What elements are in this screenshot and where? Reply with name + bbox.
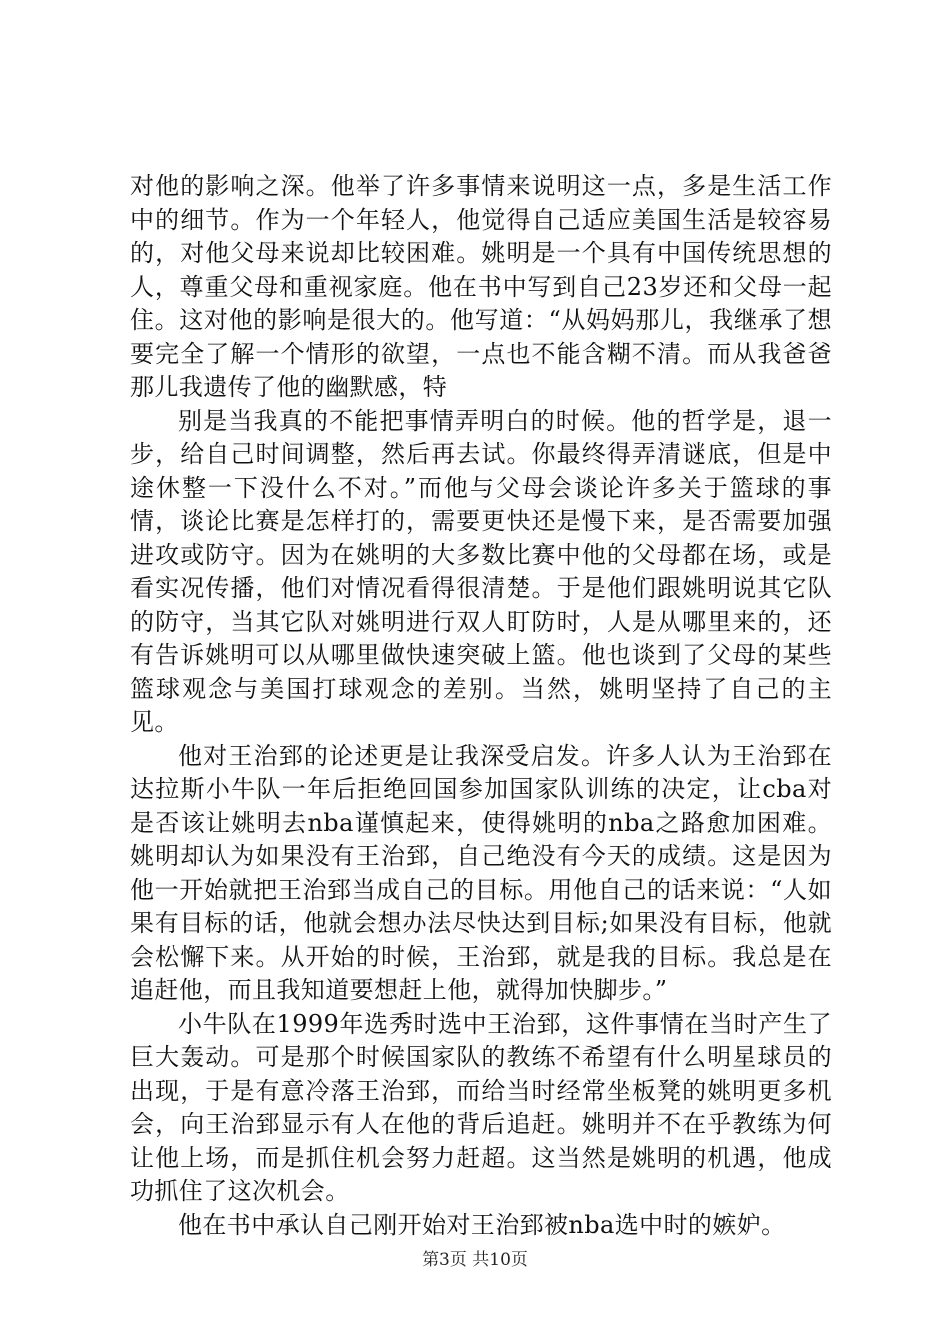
paragraph-4: 小牛队在1999年选秀时选中王治郅，这件事情在当时产生了巨大轰动。可是那个时候国家队的教练不希望有什么明星球员的出现，于是有意冷落王治郅，而给当时经常坐板凳的姚明更多机会，向王治郅显示有人在他的背后追赶。姚明并不在乎教练为何让他上场，而是抓住机会努力赶超。这当然是姚明的机遇，他成功抓住了这次机会。 [130, 1009, 832, 1205]
paragraph-2: 别是当我真的不能把事情弄明白的时候。他的哲学是，退一步，给自己时间调整，然后再去试。你最终得弄清谜底，但是中途休整一下没什么不对。”而他与父母会谈论许多关于篮球的事情，谈论比赛是怎样打的，需要更快还是慢下来，是否需要加强进攻或防守。因为在姚明的大多数比赛中他的父母都在场，或是看实况传播，他们对情况看得很清楚。于是他们跟姚明说其它队的防守，当其它队对姚明进行双人盯防时，人是从哪里来的，还有告诉姚明可以从哪里做快速突破上篮。他也谈到了父母的某些篮球观念与美国打球观念的差别。当然，姚明坚持了自己的主见。 [130, 406, 832, 736]
paragraph-1: 对他的影响之深。他举了许多事情来说明这一点，多是生活工作中的细节。作为一个年轻人，他觉得自己适应美国生活是较容易的，对他父母来说却比较困难。姚明是一个具有中国传统思想的人，尊重父母和重视家庭。他在书中写到自己23岁还和父母一起住。这对他的影响是很大的。他写道：“从妈妈那儿，我继承了想要完全了解一个情形的欲望，一点也不能含糊不清。而从我爸爸那儿我遗传了他的幽默感，特 [130, 172, 832, 401]
body-text [130, 170, 832, 1242]
paragraph-3: 他对王治郅的论述更是让我深受启发。许多人认为王治郅在达拉斯小牛队一年后拒绝回国参加国家队训练的决定，让cba对是否该让姚明去nba谨慎起来，使得姚明的nba之路愈加困难。姚明却认为如果没有王治郅，自己绝没有今天的成绩。这是因为他一开始就把王治郅当成自己的目标。用他自己的话来说：“人如果有目标的话，他就会想办法尽快达到目标;如果没有目标，他就会松懈下来。从开始的时候，王治郅，就是我的目标。我总是在追赶他，而且我知道要想赶上他，就得加快脚步。” [130, 741, 832, 1004]
paragraph-5: 他在书中承认自己刚开始对王治郅被nba选中时的嫉妒。 [178, 1210, 786, 1239]
page-footer: 第3页 共10页 [422, 1250, 528, 1270]
